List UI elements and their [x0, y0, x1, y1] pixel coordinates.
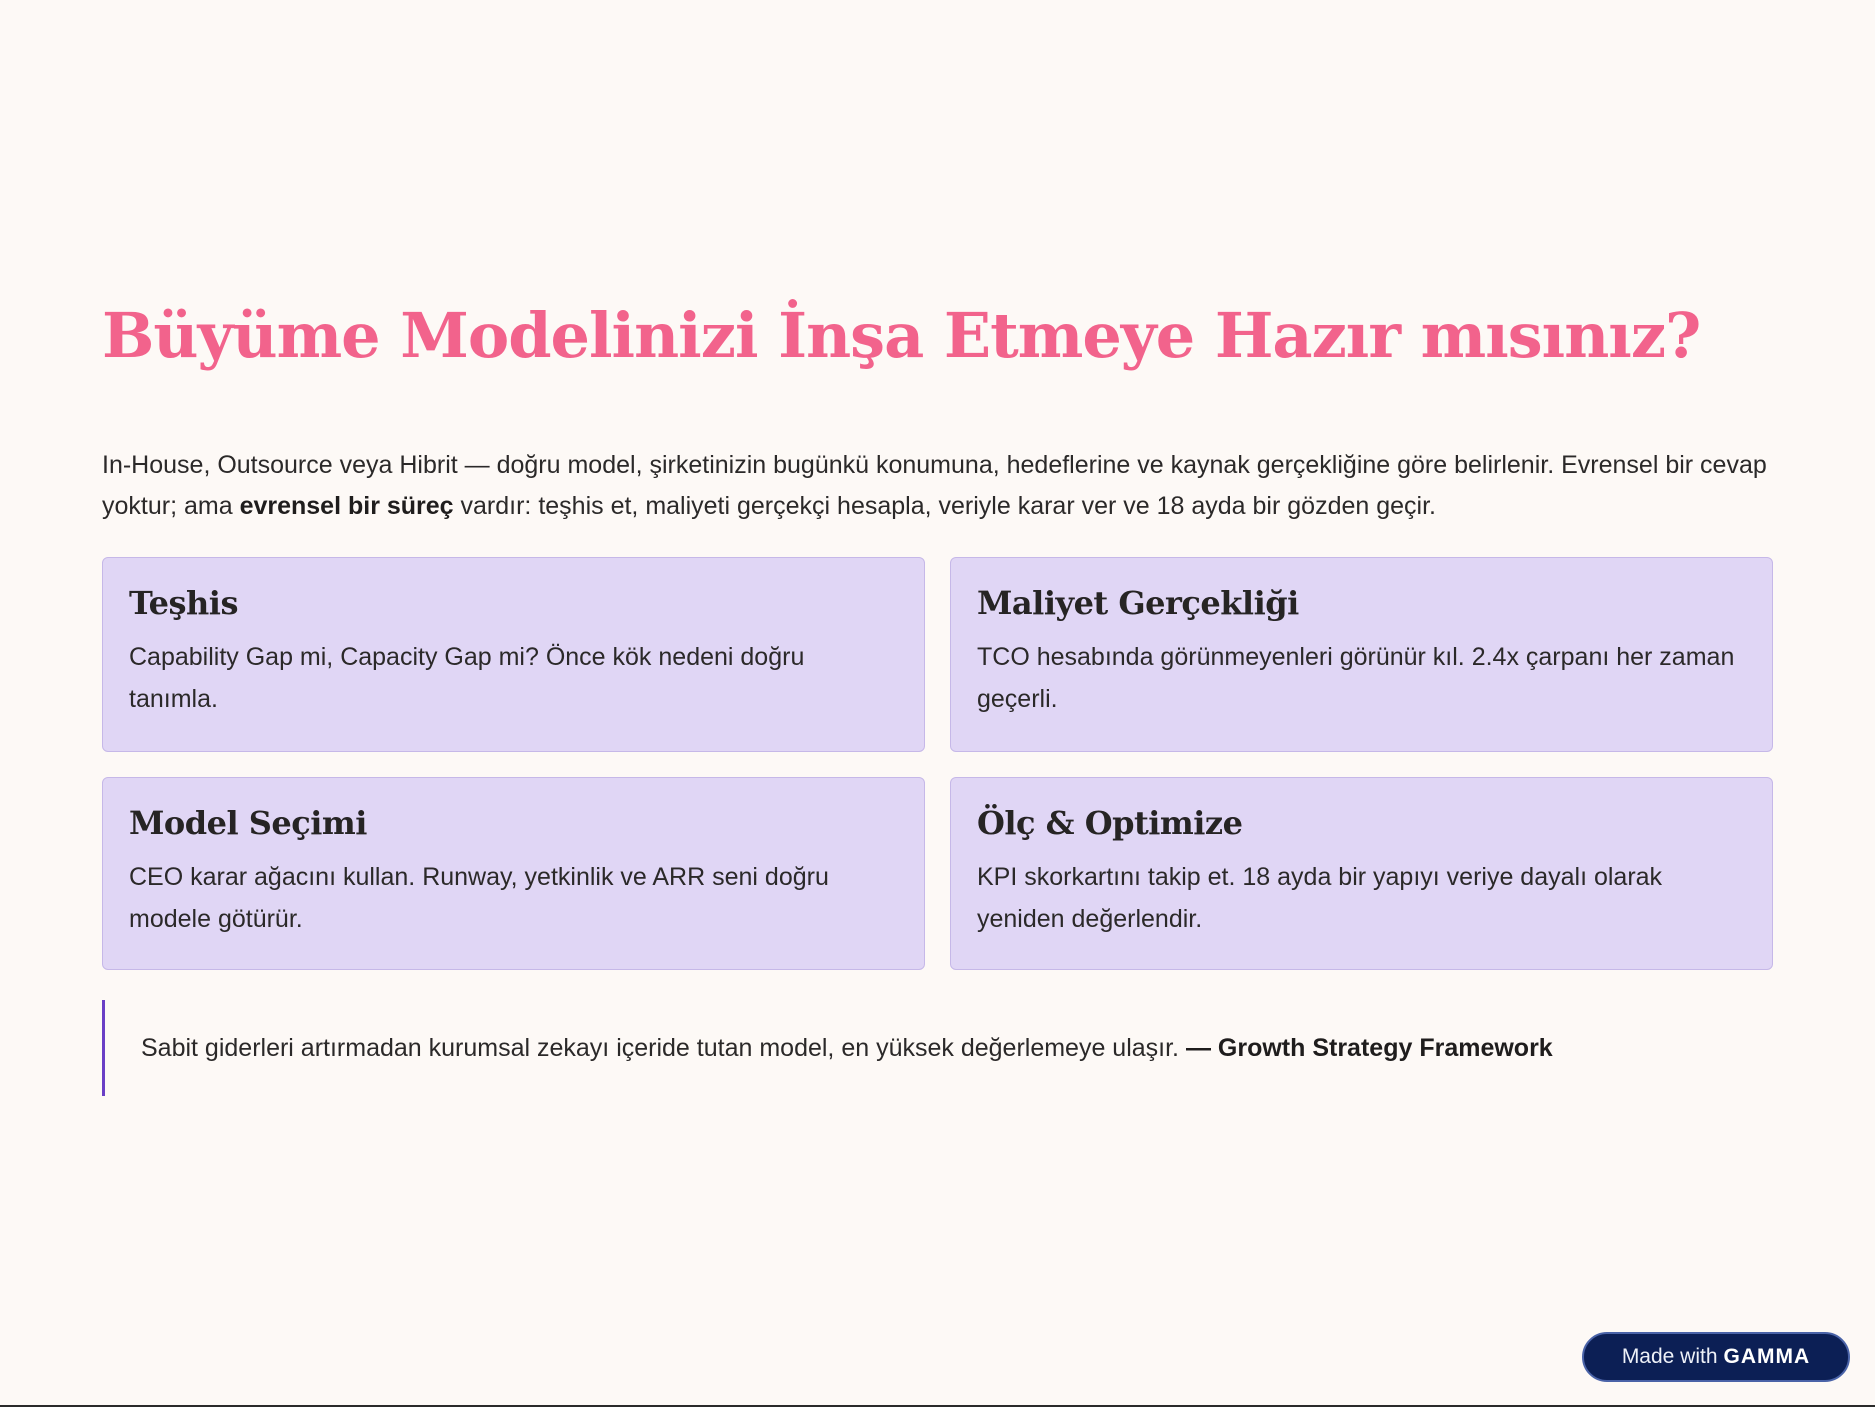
card-title: Maliyet Gerçekliği	[977, 584, 1299, 622]
quote-text	[141, 1030, 1553, 1066]
gamma-logo: GAMMA	[1723, 1345, 1811, 1368]
intro-paragraph	[102, 445, 1782, 527]
card-title: Model Seçimi	[129, 804, 367, 842]
card-text: TCO hesabında görünmeyenleri görünür kıl. 2.4x çarpanı her zaman geçerli.	[977, 643, 1735, 714]
card-teshis	[102, 557, 925, 752]
quote-block	[102, 1000, 1782, 1096]
card-maliyet-gercekligi	[950, 557, 1773, 752]
intro-text-end: vardır: teşhis et, maliyeti gerçekçi hesapla, veriyle karar ver ve 18 ayda bir gözden geçir.	[453, 492, 1436, 520]
card-title: Ölç & Optimize	[977, 804, 1243, 842]
card-text: Capability Gap mi, Capacity Gap mi? Önce kök nedeni doğru tanımla.	[129, 643, 805, 714]
card-text: CEO karar ağacını kullan. Runway, yetkinlik ve ARR seni doğru modele götürür.	[129, 863, 829, 934]
made-with-gamma-badge[interactable]	[1582, 1332, 1850, 1382]
badge-prefix: Made with	[1621, 1345, 1718, 1368]
card-text: KPI skorkartını takip et. 18 ayda bir yapıyı veriye dayalı olarak yeniden değerlendir.	[977, 863, 1663, 934]
page-title: Büyüme Modelinizi İnşa Etmeye Hazır mısınız?	[102, 299, 1701, 372]
card-model-secimi	[102, 777, 925, 970]
quote-source: — Growth Strategy Framework	[1185, 1034, 1553, 1062]
card-olc-optimize	[950, 777, 1773, 970]
card-title: Teşhis	[129, 584, 238, 622]
intro-text-start: In-House, Outsource veya Hibrit — doğru model, şirketinizin bugünkü konumuna, hedeflerine ve kaynak gerçekliğine göre belirlenir. Evrensel bir cevap yoktur; ama	[102, 451, 1767, 520]
intro-emphasis: evrensel bir süreç	[239, 492, 454, 520]
quote-body: Sabit giderleri artırmadan kurumsal zekayı içeride tutan model, en yüksek değerlemeye ulaşır.	[141, 1034, 1186, 1062]
